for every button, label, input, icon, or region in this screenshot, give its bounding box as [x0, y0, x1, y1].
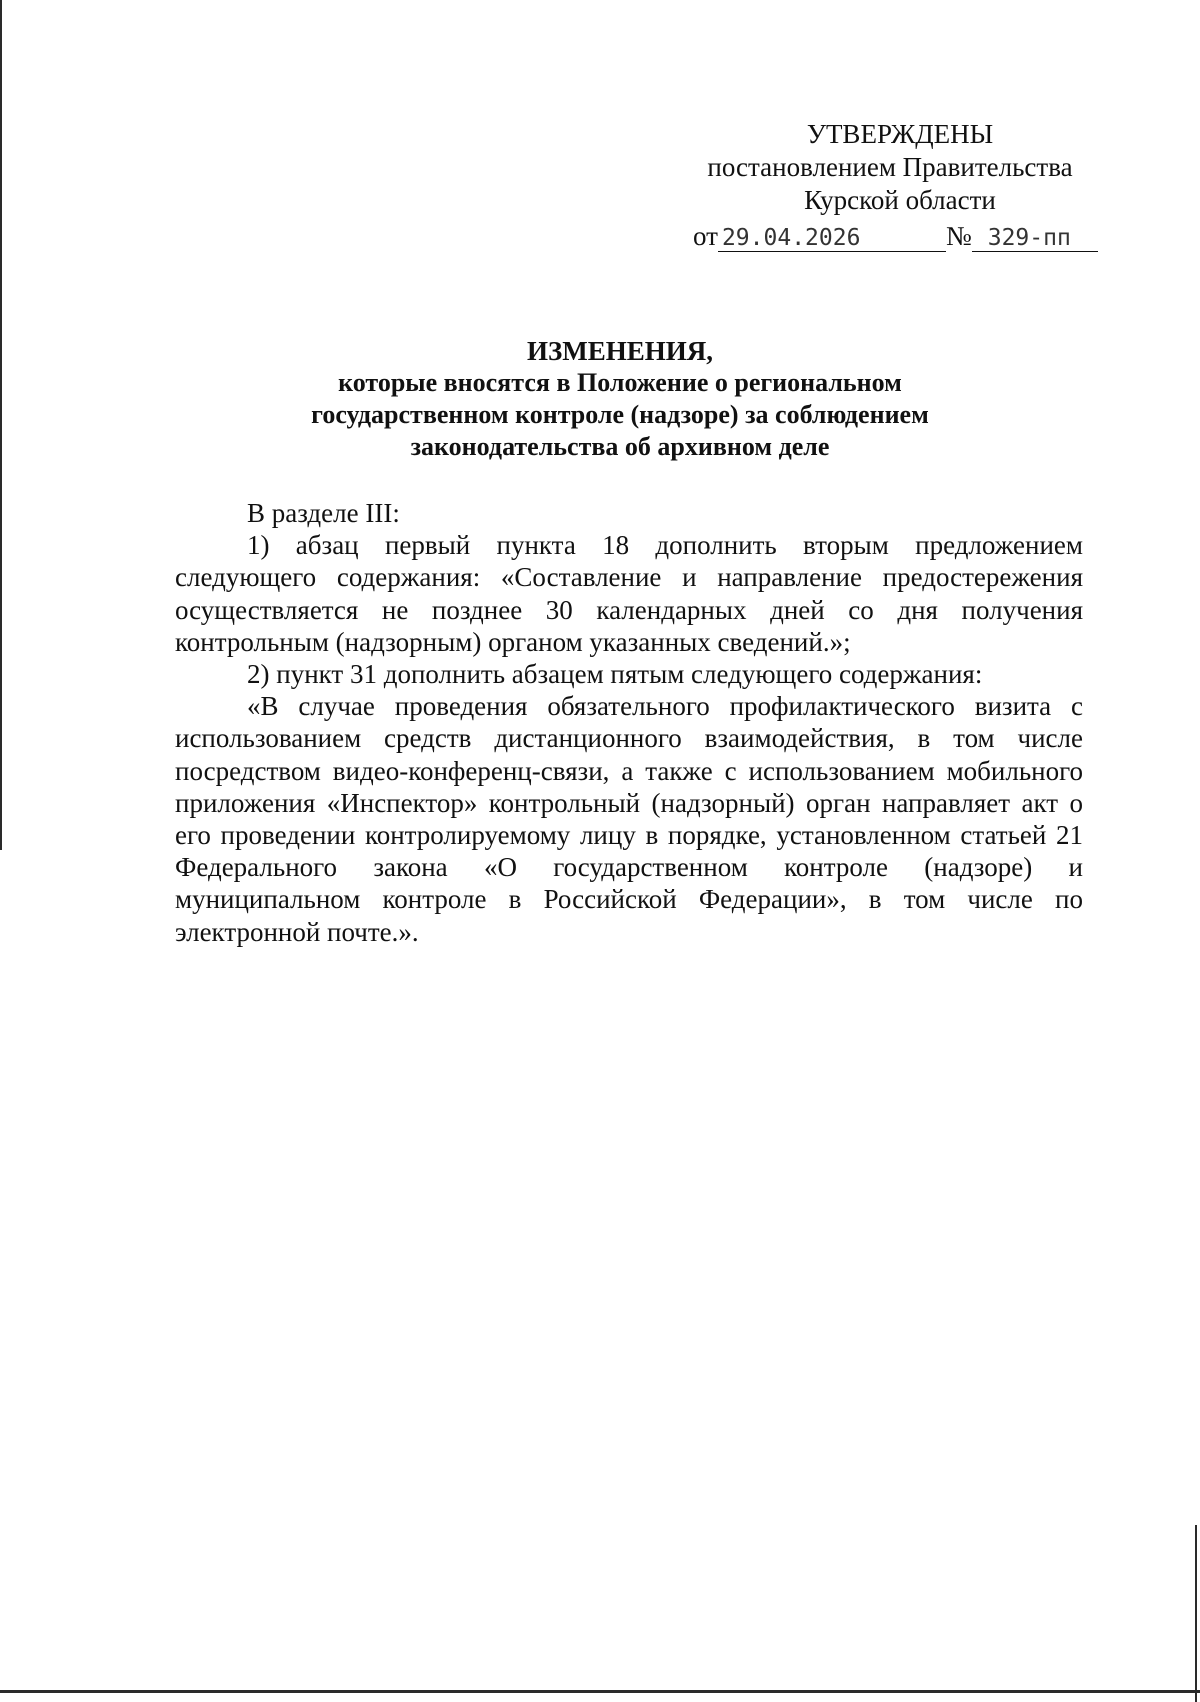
approval-region: Курской области — [804, 185, 996, 215]
document-body — [175, 497, 1083, 948]
amendment-item-2: 2) пункт 31 дополнить абзацем пятым следующего содержания: — [247, 659, 983, 690]
approval-authority: постановлением Правительства — [707, 152, 1073, 182]
approval-date: 29.04.2026 — [718, 225, 946, 252]
title-line-3: государственном контроле (надзоре) за соблюдением — [311, 400, 929, 429]
title-main: ИЗМЕНЕНИЯ, — [526, 336, 713, 366]
amendment-quote: «В случае проведения обязательного профилактического визита с использованием средств дистанционного взаимодействия, в том числе посредством видео-конференц-связи, а также с использованием мобильного приложения «Инспектор» контрольный (надзорный) орган направляет акт о его проведении контролируемому лицу в порядке, установленном статьей 21 Федерального закона «О государственном контроле (надзоре) и муниципальном контроле в Российской Федерации», в том числе по электронной почте.». — [175, 691, 1083, 947]
title-line-2: которые вносятся в Положение о региональном — [338, 368, 902, 397]
number-label: № — [945, 221, 972, 251]
from-label: от — [693, 221, 718, 251]
amendment-item-1: 1) абзац первый пункта 18 дополнить вторым предложением следующего содержания: «Составление и направление предостережения осуществляется не позднее 30 календарных дней со дня получения контрольным (надзорным) органом указанных сведений.»; — [175, 530, 1083, 657]
section-heading: В разделе III: — [247, 498, 400, 528]
approval-word: УТВЕРЖДЕНЫ — [806, 119, 994, 149]
title-line-4: законодательства об архивном деле — [410, 432, 830, 461]
document-title — [170, 335, 1070, 463]
approval-block — [690, 118, 1090, 217]
approval-number: 329-пп — [972, 225, 1098, 252]
approval-date-number — [693, 220, 1093, 253]
